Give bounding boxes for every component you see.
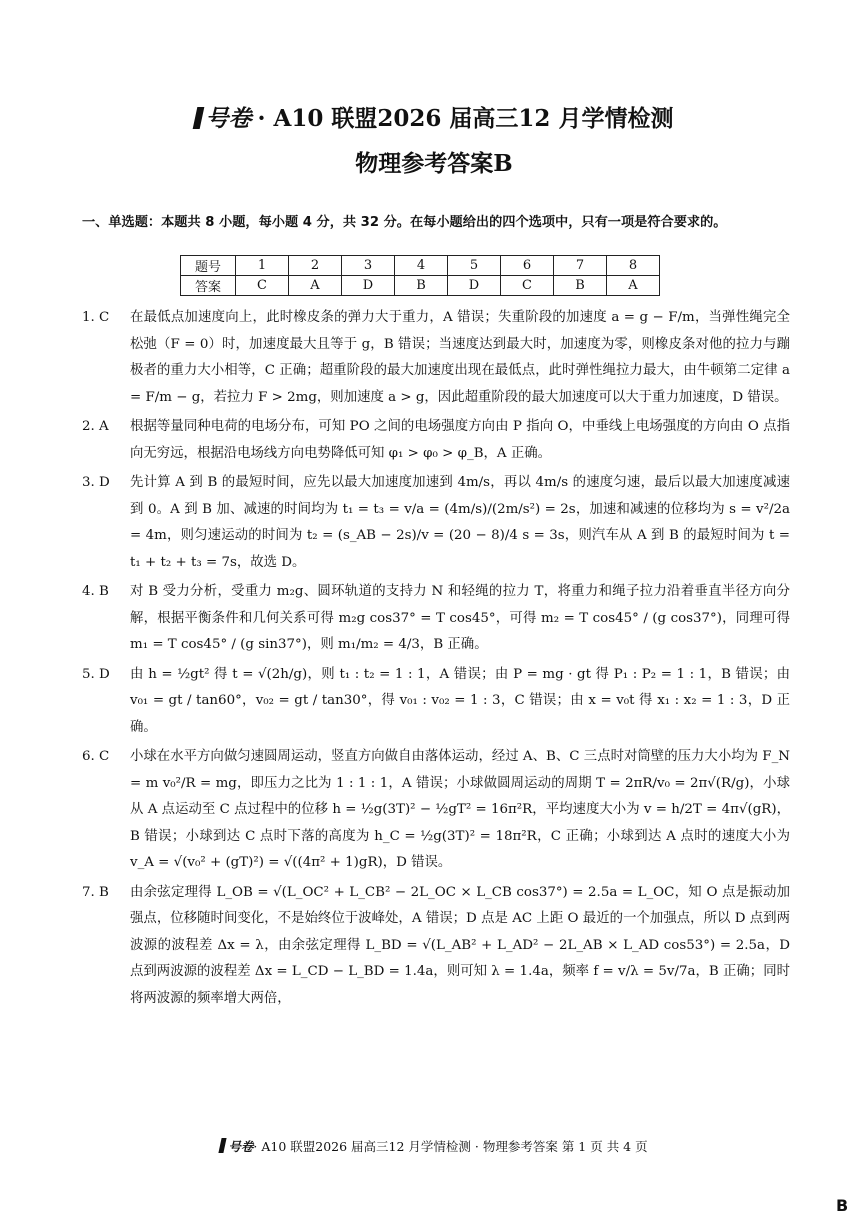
solution-text: 在最低点加速度向上，此时橡皮条的弹力大于重力，A 错误；失重阶段的加速度 a = g − F/m，当弹性绳完全松弛（F = 0）时，加速度最大且等于 g，B 错误；当速度达到最大时，加速度为零，则橡皮条对他的拉力与蹦极者的重力大小相等，C 正确；超重阶段的最大加速度出现在最低点，此时弹性绳拉力最大，由牛顿第二定律 a = F/m − g，若拉力 F > 2mg，则加速度 a > g，因此超重阶段的最大加速度可以大于重力加速度，D 错误。 [130,310,790,405]
document-subtitle: 物理参考答案B [355,150,513,177]
question-number: 4 [395,256,448,276]
answer-table [180,255,660,296]
document-title [0,100,868,133]
answer-cell: A [289,276,342,296]
page-footer [0,1137,868,1155]
solution-number: 4. B [82,584,109,599]
answer-cell: D [342,276,395,296]
footer-logo-mark [219,1138,227,1153]
solution-number: 5. D [82,666,110,682]
solution-text: 根据等量同种电荷的电场分布，可知 PO 之间的电场强度方向由 P 指向 O，中垂线上电场强度的方向由 O 点指向无穷远，根据沿电场线方向电势降低可知 φ₁ > φ₀ > φ_B，A 正确。 [130,419,790,461]
solution-number: 2. A [82,419,109,434]
question-number: 1 [236,256,289,276]
row-label-answer: 答案 [181,276,236,296]
solution-text: 由 h = ½gt² 得 t = √(2h/g)，则 t₁ : t₂ = 1 : 1，A 错误；由 P = mg · gt 得 P₁ : P₂ = 1 : 1，B 错误；由 v₀₁ = gt / tan60°，v₀₂ = gt / tan30°，得 v₀₁ : v₀₂ = 1 : 3，C 错误；由 x = v₀t 得 x₁ : x₂ = 1 : 3，D 正确。 [130,666,790,735]
solution-number: 6. C [82,749,110,764]
solution-text: 对 B 受力分析，受重力 m₂g、圆环轨道的支持力 N 和轻绳的拉力 T，将重力和绳子拉力沿着垂直半径方向分解，根据平衡条件和几何关系可得 m₂g cos37° = T cos45°，可得 m₂ = T cos45° / (g cos37°)，同理可得 m₁ = T cos45° / (g sin37°)，则 m₁/m₂ = 4/3，B 正确。 [130,584,790,652]
solution-number: 1. C [82,310,110,325]
footer-text: · A10 联盟2026 届高三12 月学情检测 · 物理参考答案 第 1 页 共 4 页 [253,1139,648,1154]
brand-logo-mark [192,107,204,129]
solution-list [82,305,790,1015]
corner-version-mark: B [836,1196,849,1215]
question-number: 2 [289,256,342,276]
answer-cell: B [554,276,607,296]
answer-cell: B [395,276,448,296]
solution-item [82,880,790,1013]
footer-logo-text: 号卷 [228,1139,254,1154]
section-heading: 一、单选题：本题共 8 小题，每小题 4 分，共 32 分。在每小题给出的四个选项中，只有一项是符合要求的。 [82,215,727,230]
question-number: 5 [448,256,501,276]
solution-item [82,744,790,877]
answer-table-number-row [181,256,660,276]
answer-cell: C [501,276,554,296]
solution-item [82,305,790,411]
brand-logo [195,100,252,133]
solution-number: 3. D [82,475,110,490]
question-number: 6 [501,256,554,276]
answer-table-answer-row [181,276,660,296]
answer-cell: D [448,276,501,296]
answer-cell: C [236,276,289,296]
question-number: 8 [607,256,660,276]
solution-text: 由余弦定理得 L_OB = √(L_OC² + L_CB² − 2L_OC × L_CB cos37°) = 2.5a = L_OC，知 O 点是振动加强点，位移随时间变化，不是始终位于波峰处，A 错误；D 点是 AC 上距 O 最近的一个加强点，所以 D 点到两波源的波程差 Δx = λ，由余弦定理得 L_BD = √(L_AB² + L_AD² − 2L_AB × L_AD cos53°) = 2.5a，D 点到两波源的波程差 Δx = L_CD − L_BD = 1.4a，则可知 λ = 1.4a，频率 f = v/λ = 5v/7a，B 正确；同时将两波源的频率增大两倍， [130,884,790,1006]
solution-item [82,470,790,576]
solution-text: 先计算 A 到 B 的最短时间，应先以最大加速度加速到 4m/s，再以 4m/s 的速度匀速，最后以最大加速度减速到 0。A 到 B 加、减速的时间均为 t₁ = t₃ = v/a = (4m/s)/(2m/s²) = 2s，加速和减速的位移均为 s = v²/2a = 4m，则匀速运动的时间为 t₂ = (s_AB − 2s)/v = (20 − 8)/4 s = 3s，则汽车从 A 到 B 的最短时间为 t = t₁ + t₂ + t₃ = 7s，故选 D。 [130,475,790,570]
title-text: · A10 联盟2026 届高三12 月学情检测 [257,105,674,132]
question-number: 3 [342,256,395,276]
solution-item [82,662,790,742]
solution-text: 小球在水平方向做匀速圆周运动，竖直方向做自由落体运动，经过 A、B、C 三点时对筒壁的压力大小均为 F_N = m v₀²/R = mg，即压力之比为 1 : 1 : 1，A 错误；小球做圆周运动的周期 T = 2πR/v₀ = 2π√(R/g)，小球从 A 点运动至 C 点过程中的位移 h = ½g(3T)² − ½gT² = 16π²R，平均速度大小为 v = h/2T = 4π√(gR)，B 错误；小球到达 C 点时下落的高度为 h_C = ½g(3T)² = 18π²R，C 正确；小球到达 A 点时的速度大小为 v_A = √(v₀² + (gT)²) = √((4π² + 1)gR)，D 错误。 [130,749,790,870]
solution-number: 7. B [82,884,109,900]
solution-item [82,414,790,467]
solution-item [82,579,790,659]
row-label-number: 题号 [181,256,236,276]
brand-logo-text: 号卷 [205,105,252,132]
answer-cell: A [607,276,660,296]
question-number: 7 [554,256,607,276]
